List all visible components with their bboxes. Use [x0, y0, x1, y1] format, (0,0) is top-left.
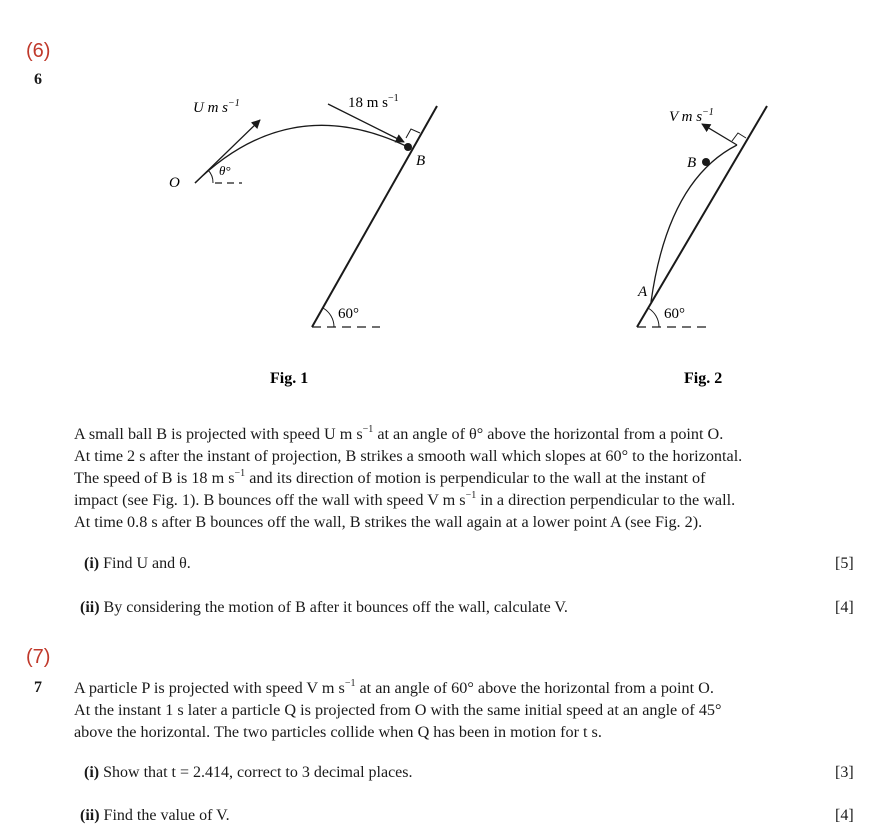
fig1-label-o: O: [169, 175, 180, 191]
q6-line-3: The speed of B is 18 m $s^{-1}$ and its direction of motion is perpendicular to the wall at the instant of: [74, 467, 706, 487]
fig1-label-18: 18 m $s^{-1}$: [348, 93, 399, 111]
question-7-text: [74, 677, 860, 743]
fig1-60-arc: [323, 308, 334, 327]
fig1-ball-b: [404, 143, 412, 151]
fig2-velocity-v-arrow: [702, 124, 737, 145]
fig2-label-v: V m $s^{-1}$: [669, 107, 714, 125]
q7-line-2: At the instant 1 s later a particle Q is projected from O with the same initial speed at an angle of 45°: [74, 701, 722, 719]
q6-part-ii-mark: [4]: [835, 599, 854, 616]
fig2-ball-b: [702, 158, 710, 166]
figure-1: [169, 93, 437, 387]
q7-line-1: A particle P is projected with speed V m $s^{-1}$ at an angle of 60° above the horizontal from a point O.: [74, 677, 714, 697]
figure-2: [637, 106, 767, 387]
fig1-theta-arc: [208, 170, 213, 183]
fig2-label-b: B: [687, 155, 697, 171]
fig1-wall: [312, 106, 437, 327]
fig2-caption: Fig. 2: [684, 370, 723, 387]
question-7-number: 7: [34, 679, 42, 696]
q6-line-5: At time 0.8 s after B bounces off the wall, B strikes the wall again at a lower point A (see Fig. 2).: [74, 513, 703, 531]
fig2-label-60: 60°: [664, 306, 685, 322]
question-6-figures: [0, 0, 884, 400]
q6-part-i-mark: [5]: [835, 555, 854, 572]
q7-part-i: (i) Show that t = 2.414, correct to 3 decimal places.: [84, 764, 413, 781]
fig1-label-b: B: [416, 153, 426, 169]
q6-part-i: (i) Find U and θ.: [84, 555, 191, 572]
question-6-number: 6: [34, 71, 42, 88]
fig1-right-angle: [406, 129, 420, 138]
fig2-right-angle: [732, 133, 746, 141]
q6-line-2: At time 2 s after the instant of projection, B strikes a smooth wall which slopes at 60° to the horizontal.: [74, 447, 743, 465]
q6-part-ii: (ii) By considering the motion of B after it bounces off the wall, calculate V.: [80, 599, 568, 616]
q6-line-1: A small ball B is projected with speed U m $s^{-1}$ at an angle of θ° above the horizontal from a point O.: [74, 423, 724, 443]
question-7-marker: (7): [26, 646, 51, 668]
q7-line-3: above the horizontal. The two particles collide when Q has been in motion for t s.: [74, 723, 602, 741]
fig1-label-theta: θ°: [219, 163, 231, 178]
q7-part-i-mark: [3]: [835, 764, 854, 781]
fig1-caption: Fig. 1: [270, 370, 309, 387]
fig1-label-u: U m $s^{-1}$: [193, 98, 240, 116]
fig2-label-a: A: [638, 284, 648, 300]
fig2-wall: [637, 106, 767, 327]
q6-line-4: impact (see Fig. 1). B bounces off the wall with speed V m $s^{-1}$ in a direction perpendicular to the wall.: [74, 489, 736, 509]
q7-part-ii-mark: [4]: [835, 807, 854, 824]
fig1-label-60: 60°: [338, 306, 359, 322]
question-6-marker: (6): [26, 40, 51, 62]
question-6-text: [74, 423, 860, 533]
fig2-60-arc: [648, 308, 659, 327]
q7-part-ii: (ii) Find the value of V.: [80, 807, 230, 824]
